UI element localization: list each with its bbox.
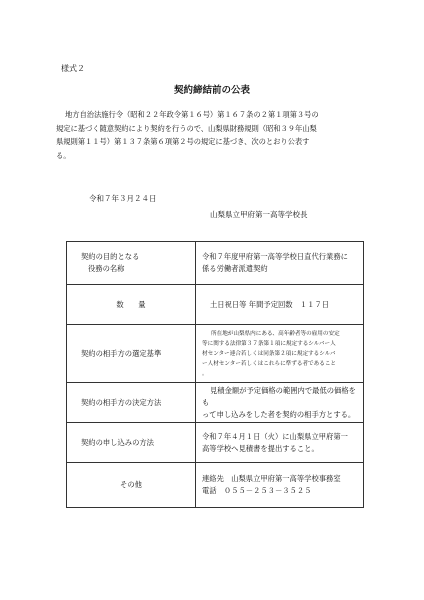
row-label-other	[67, 463, 196, 508]
value-line: 所在地が山梨県内にある、高年齢者等の雇用の安定	[211, 330, 340, 337]
row-value-other	[196, 463, 364, 508]
page-title: 契約締結前の公表	[173, 85, 250, 96]
label-line: 役務の名称	[88, 264, 125, 273]
issuing-organization: 山梨県立甲府第一高等学校長	[210, 210, 308, 219]
label-line: 契約の相手方の選定基準	[81, 348, 162, 358]
row-value-decision-method	[196, 383, 364, 423]
form-number: 様式２	[61, 64, 85, 73]
value-line: 。	[202, 370, 208, 377]
intro-line: 県規則第１１号）第１３７条第６項第２号の規定に基づき、次のとおり公表す	[56, 137, 310, 146]
notice-date: 令和７年３月２４日	[89, 194, 157, 203]
row-value-selection-criteria	[196, 325, 364, 383]
value-line: 令和７年４月１日（火）に山梨県立甲府第一	[202, 431, 348, 441]
value-line: 材センター連合若しくは同条第２項に規定するシルバ	[202, 350, 336, 357]
row-value-application-method	[196, 423, 364, 463]
value-line: 土日祝日等 年間予定回数 １１７日	[210, 299, 330, 309]
label-line: 契約の相手方の決定方法	[81, 397, 162, 407]
value-line: 電話 ０５５－２５３－３５２５	[202, 486, 312, 495]
contract-table	[66, 241, 364, 508]
label-line: 契約の目的となる	[81, 252, 140, 261]
value-line: 高等学校へ見積書を提出すること。	[202, 443, 319, 453]
row-label-decision-method	[67, 383, 196, 423]
row-label-service-name	[67, 242, 196, 285]
value-line: 令和７年度甲府第一高等学校日直代行業務に	[202, 252, 348, 261]
table-row	[67, 285, 364, 325]
value-line: って申し込みをした者を契約の相手方とする。	[202, 409, 356, 419]
row-value-service-name	[196, 242, 364, 285]
table-row	[67, 383, 364, 423]
value-line: 見積金額が予定価格の範囲内で最低の価格をも	[202, 385, 356, 407]
intro-line: 規定に基づく随意契約により契約を行うので、山梨県財務規則（昭和３９年山梨	[56, 123, 317, 133]
table-row	[67, 242, 364, 285]
value-line: ー人材センター若しくはこれらに準ずる者であること	[202, 360, 337, 367]
value-line: 等に関する法律第３７条第１項に規定するシルバー人	[202, 340, 336, 347]
row-value-quantity	[196, 285, 364, 325]
table-row	[67, 325, 364, 383]
table-row	[67, 463, 364, 508]
intro-paragraph	[56, 108, 372, 162]
intro-line: る。	[56, 150, 71, 160]
label-line: 数 量	[116, 299, 146, 309]
label-line: その他	[120, 480, 142, 489]
label-line: 契約の申し込みの方法	[81, 437, 154, 447]
value-line: 連絡先 山梨県立甲府第一高等学校事務室	[202, 474, 341, 483]
row-label-selection-criteria	[67, 325, 196, 383]
value-line: 係る労働者派遣契約	[202, 264, 268, 273]
row-label-application-method	[67, 423, 196, 463]
table-row	[67, 423, 364, 463]
intro-line: 地方自治法施行令（昭和２２年政令第１６号）第１６７条の２第１項第３号の	[65, 110, 319, 119]
row-label-quantity	[67, 285, 196, 325]
